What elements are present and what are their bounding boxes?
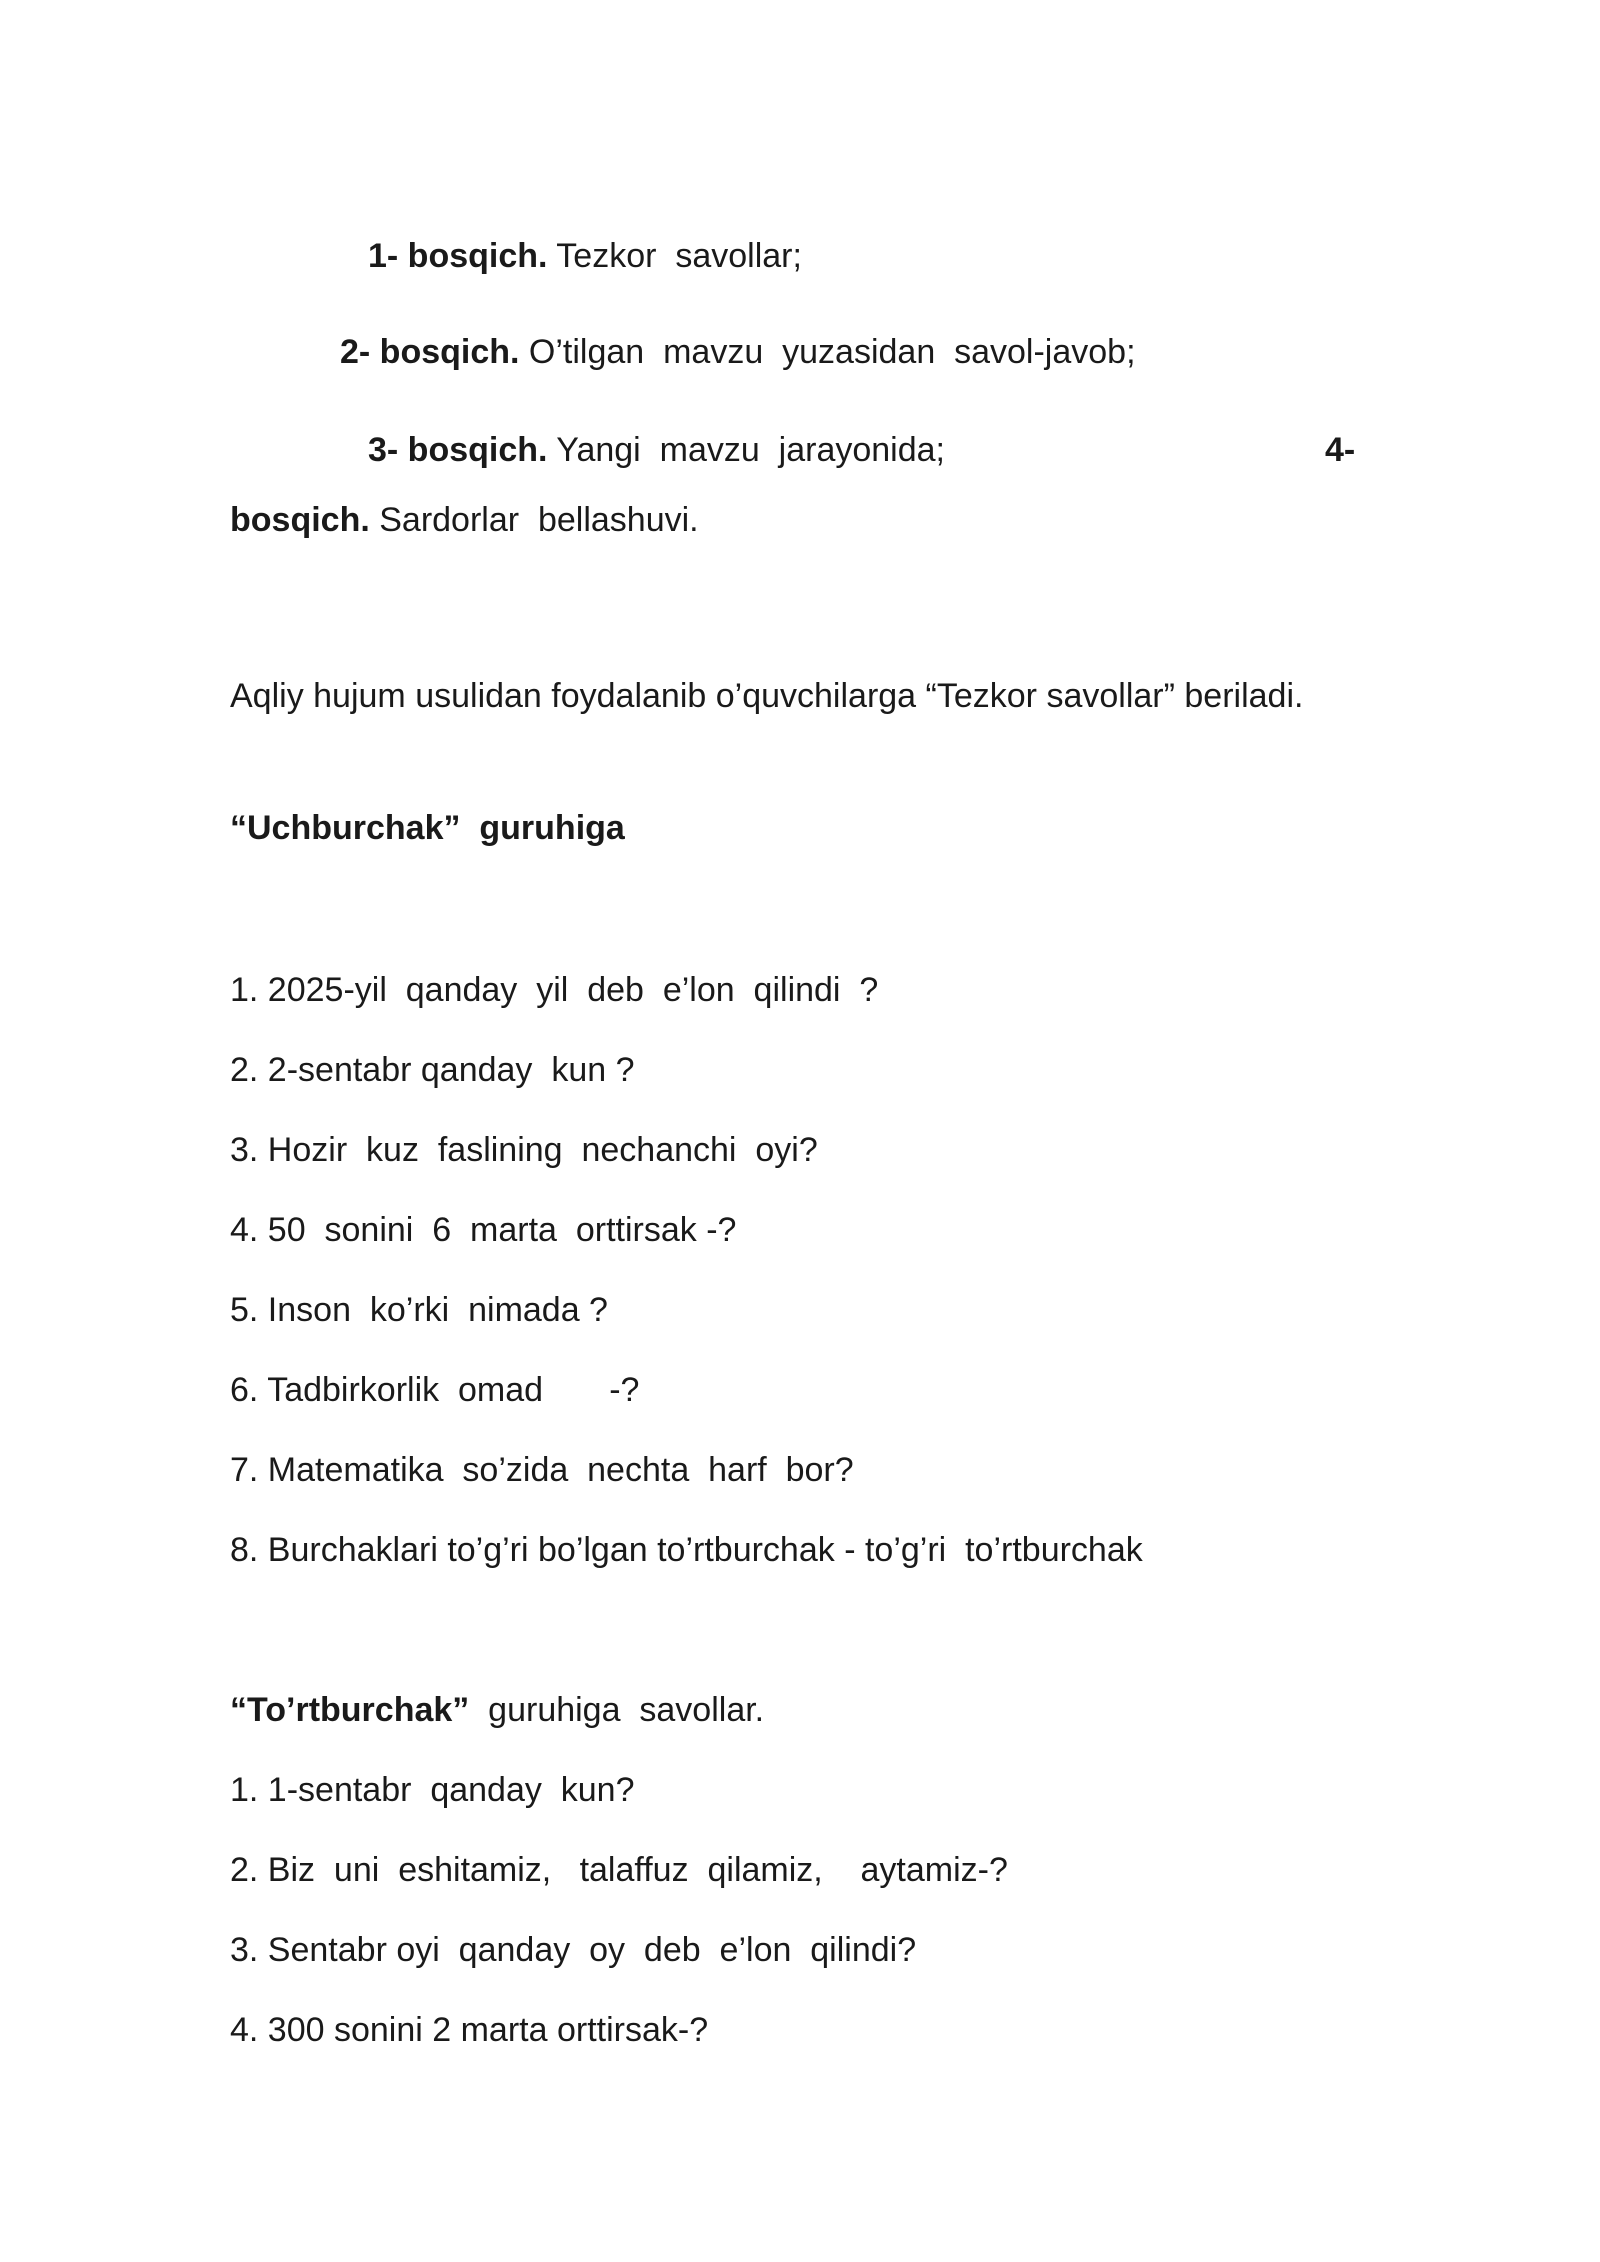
group2-heading-rest: guruhiga savollar. [469,1691,765,1729]
group1-item-8: 8. Burchaklari to’g’ri bo’lgan to’rtburchak - to’g’ri to’rtburchak [230,1531,1143,1569]
group2-heading [230,1688,764,1732]
group2-item-1: 1. 1-sentabr qanday kun? [230,1771,635,1809]
group1-item-2: 2. 2-sentabr qanday kun ? [230,1051,635,1089]
stage-4-label-part1: 4- [1325,431,1356,469]
group1-item-7: 7. Matematika so’zida nechta harf bor? [230,1451,854,1489]
group1-item-3: 3. Hozir kuz faslining nechanchi oyi? [230,1131,818,1169]
group1-heading: “Uchburchak” guruhiga [230,809,625,847]
group2-item-2: 2. Biz uni eshitamiz, talaffuz qilamiz, aytamiz-? [230,1851,1008,1889]
stage-4-label: bosqich. [230,501,370,539]
group1-item-4: 4. 50 sonini 6 marta orttirsak -? [230,1211,737,1249]
group1-item-5: 5. Inson ko’rki nimada ? [230,1291,608,1329]
group2-item-3: 3. Sentabr oyi qanday oy deb e’lon qilindi? [230,1931,917,1969]
stage-3-label: 3- bosqich. [368,431,548,469]
group1-item-6: 6. Tadbirkorlik omad -? [230,1371,640,1409]
stage-2 [340,330,1136,374]
stage-1-text: Tezkor savollar; [547,237,802,275]
group2-item-4: 4. 300 sonini 2 marta orttirsak-? [230,2011,709,2049]
stage-2-text: O’tilgan mavzu yuzasidan savol-javob; [519,333,1136,371]
stage-3 [368,428,945,472]
stage-3-text: Yangi mavzu jarayonida; [547,431,945,469]
stage-4-text: Sardorlar bellashuvi. [369,501,699,539]
stage-4 [230,498,699,542]
stage-2-label: 2- bosqich. [340,333,520,371]
stage-1 [368,234,802,278]
group2-heading-bold: “To’rtburchak” [230,1691,470,1729]
stage-1-label: 1- bosqich. [368,237,548,275]
intro-paragraph: Aqliy hujum usulidan foydalanib o’quvchilarga “Tezkor savollar” beriladi. [230,677,1304,715]
group1-item-1: 1. 2025-yil qanday yil deb e’lon qilindi ? [230,971,879,1009]
